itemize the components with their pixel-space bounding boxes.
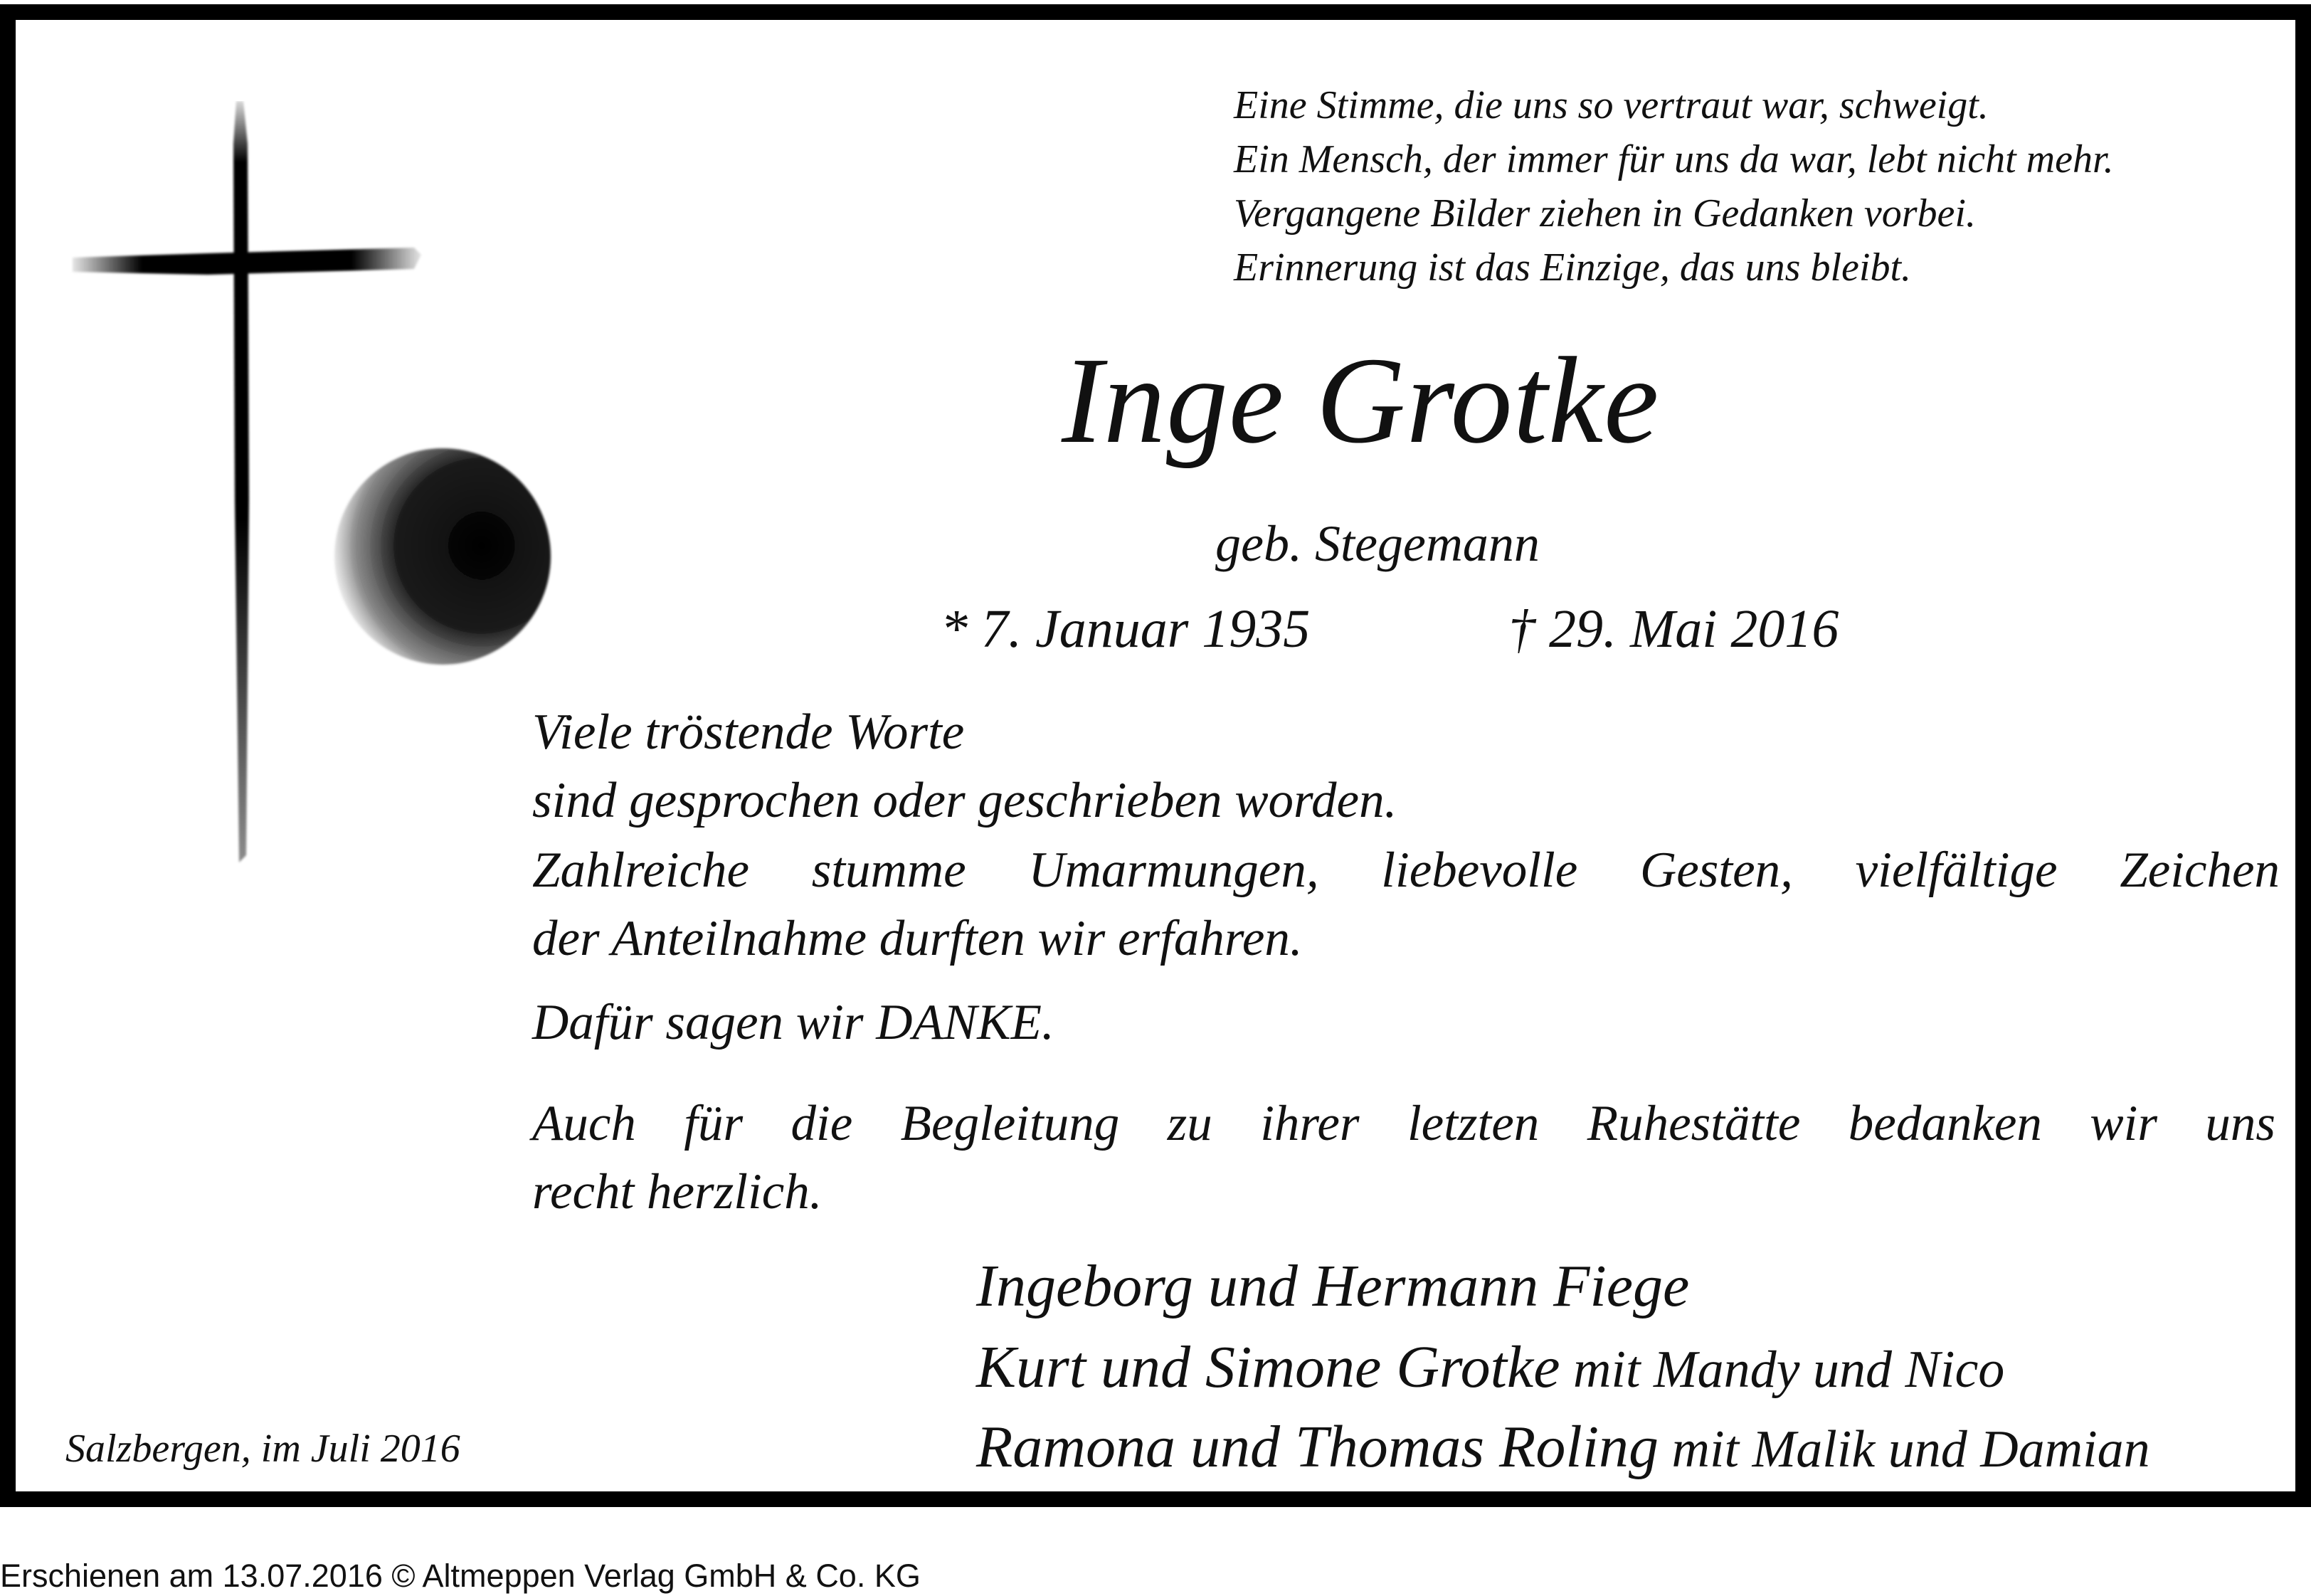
mourner-names: Ramona und Thomas Roling [976, 1414, 1659, 1480]
mourner-names: Ingeborg und Hermann Fiege [976, 1253, 1690, 1319]
mourner-line [976, 1253, 1690, 1319]
thanks-line: Viele tröstende Worte [532, 704, 965, 760]
poem-line: Ein Mensch, der immer für uns da war, lebt nicht mehr. [1234, 137, 2114, 181]
obituary-notice [0, 4, 2311, 1507]
mourner-line [976, 1334, 2005, 1400]
poem-line: Eine Stimme, die uns so vertraut war, schweigt. [1234, 83, 1989, 127]
thanks-line: recht herzlich. [532, 1164, 823, 1220]
cross-with-sphere-icon [65, 101, 564, 870]
mourner-children: mit Malik und Damian [1659, 1420, 2150, 1479]
thanks-line: Dafür sagen wir DANKE. [532, 995, 1054, 1050]
mourner-line [976, 1414, 2150, 1480]
thanks-line: Auch für die Begleitung zu ihrer letzten Ruhestätte bedanken wir uns [532, 1096, 2275, 1151]
maiden-name: geb. Stegemann [1215, 515, 1540, 572]
thanks-line: sind gesprochen oder geschrieben worden. [532, 773, 1397, 828]
birth-date: * 7. Januar 1935 [941, 599, 1311, 659]
mourner-names: Kurt und Simone Grotke [976, 1334, 1560, 1400]
mourner-children: mit Mandy und Nico [1560, 1341, 2005, 1399]
thanks-line: Zahlreiche stumme Umarmungen, liebevolle Gesten, vielfältige Zeichen [532, 842, 2280, 898]
death-date: † 29. Mai 2016 [1508, 599, 1839, 659]
poem-line: Erinnerung ist das Einzige, das uns bleibt. [1234, 245, 1911, 290]
place-date: Salzbergen, im Juli 2016 [65, 1427, 460, 1471]
publication-footer: Erschienen am 13.07.2016 © Altmeppen Verlag GmbH & Co. KG [0, 1558, 921, 1594]
thanks-line: der Anteilnahme durften wir erfahren. [532, 911, 1303, 966]
deceased-name: Inge Grotke [1062, 332, 1660, 469]
poem-line: Vergangene Bilder ziehen in Gedanken vorbei. [1234, 191, 1976, 236]
